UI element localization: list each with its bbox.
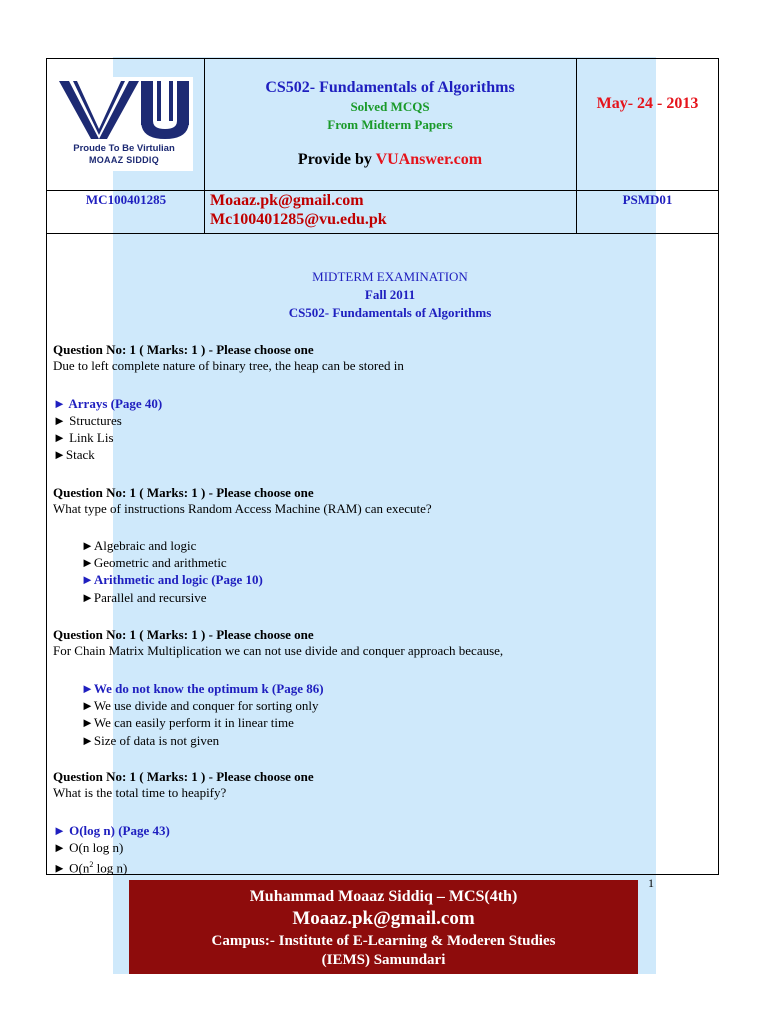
answer-option: ► Link Lis [53,430,114,445]
subtitle-source: From Midterm Papers [327,117,453,132]
question-text: For Chain Matrix Multiplication we can not use divide and conquer approach because, [53,643,504,658]
answer-option: ►Geometric and arithmetic [81,555,227,570]
question-block [53,627,503,659]
answer-option [53,857,127,876]
exam-term: Fall 2011 [364,287,416,302]
document-ref: PSMD01 [622,192,673,207]
answer-option: ►Algebraic and logic [81,538,197,553]
footer-location: (IEMS) Samundari [321,952,446,968]
student-id: MC100401285 [85,192,167,207]
answer-option-correct: ►We do not know the optimum k (Page 86) [81,681,324,696]
question-block [53,342,404,374]
subtitle-solved: Solved MCQS [350,99,430,114]
footer-campus: Campus:- Institute of E-Learning & Moderen Studies [211,933,556,949]
option-part: log n) [93,860,128,876]
exam-course: CS502- Fundamentals of Algorithms [288,305,492,320]
question-header: Question No: 1 ( Marks: 1 ) - Please choose one [53,485,314,500]
provider-site: VUAnswer.com [375,151,483,168]
provided-by [205,151,575,169]
email-secondary: Mc100401285@vu.edu.pk [210,211,387,228]
answer-option: ►Size of data is not given [81,733,220,748]
answer-option: ►Stack [53,447,95,462]
logo-tagline: Proude To Be Virtulian [73,143,175,154]
page-number: 1 [648,876,654,890]
header-row [47,59,718,191]
header-divider [576,59,577,190]
question-header: Question No: 1 ( Marks: 1 ) - Please choose one [53,627,314,642]
logo-name: MOAAZ SIDDIQ [88,155,160,165]
provided-by-label: Provide by [297,151,376,168]
course-title: CS502- Fundamentals of Algorithms [265,79,515,96]
answer-option: ►Parallel and recursive [81,590,207,605]
question-text: What is the total time to heapify? [53,785,227,800]
footer-author: Muhammad Moaaz Siddiq – MCS(4th) [249,888,518,905]
document-frame [46,58,719,875]
vu-logo [55,77,193,171]
vu-logo-icon [55,77,193,143]
question-text: Due to left complete nature of binary tree, the heap can be stored in [53,358,404,373]
answer-option-correct: ►Arithmetic and logic (Page 10) [81,572,263,587]
question-block [53,769,314,801]
exam-heading: MIDTERM EXAMINATION [312,269,468,284]
question-text: What type of instructions Random Access Machine (RAM) can execute? [53,501,432,516]
answer-option: ► Structures [53,413,122,428]
question-header: Question No: 1 ( Marks: 1 ) - Please choose one [53,769,314,784]
document-date: May- 24 - 2013 [596,95,699,112]
question-block [53,485,432,517]
answer-option: ► O(n log n) [53,840,124,855]
answer-option-correct: ► O(log n) (Page 43) [53,823,170,838]
answer-option: ►We can easily perform it in linear time [81,715,294,730]
question-header: Question No: 1 ( Marks: 1 ) - Please choose one [53,342,314,357]
option-part: ► O(n [53,860,90,876]
superscript: 2 [89,860,94,869]
footer-banner [129,880,638,974]
info-row [47,190,718,234]
email-primary: Moaaz.pk@gmail.com [210,192,364,209]
footer-email: Moaaz.pk@gmail.com [292,908,475,929]
answer-option-correct: ► Arrays (Page 40) [53,396,163,411]
answer-option: ►We use divide and conquer for sorting only [81,698,319,713]
